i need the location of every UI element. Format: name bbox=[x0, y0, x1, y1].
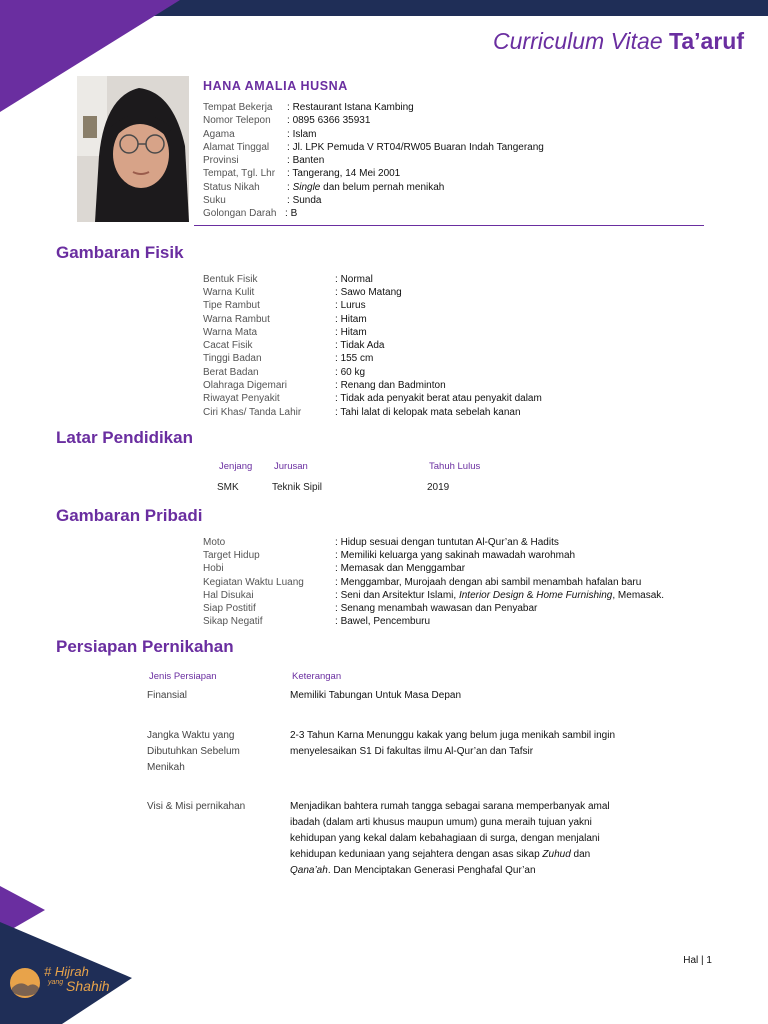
pribadi-label: Hobi bbox=[203, 563, 224, 574]
profile-photo bbox=[77, 76, 189, 222]
profile-label: Tempat Bekerja bbox=[203, 102, 273, 113]
fisik-value: : Hitam bbox=[335, 314, 367, 325]
fisik-label: Warna Mata bbox=[203, 327, 258, 338]
profile-value: : B bbox=[285, 208, 298, 219]
fisik-label: Bentuk Fisik bbox=[203, 274, 258, 285]
prep-label: Jangka Waktu yang Dibutuhkan Sebelum Menikah bbox=[147, 730, 240, 773]
profile-value: : 0895 6366 35931 bbox=[287, 115, 371, 126]
fisik-value: : Hitam bbox=[335, 327, 367, 338]
pribadi-value: : Memiliki keluarga yang sakinah mawadah warohmah bbox=[335, 550, 576, 561]
header-divider bbox=[194, 225, 704, 226]
profile-value: : Restaurant Istana Kambing bbox=[287, 102, 414, 113]
title-italic: Curriculum Vitae bbox=[493, 28, 663, 54]
fisik-label: Riwayat Penyakit bbox=[203, 393, 280, 404]
pribadi-label: Hal Disukai bbox=[203, 590, 254, 601]
sun-rock-logo-icon bbox=[8, 966, 42, 1000]
profile-label: Nomor Telepon bbox=[203, 115, 271, 126]
fisik-label: Cacat Fisik bbox=[203, 340, 253, 351]
pribadi-value: : Menggambar, Murojaah dengan abi sambil menambah hafalan baru bbox=[335, 577, 642, 588]
profile-value: : Sunda bbox=[287, 195, 322, 206]
pribadi-value: : Seni dan Arsitektur Islami, Interior Design & Home Furnishing, Memasak. bbox=[335, 590, 665, 601]
pribadi-value: : Senang menambah wawasan dan Penyabar bbox=[335, 603, 538, 614]
prep-label: Visi & Misi pernikahan bbox=[147, 801, 246, 812]
fisik-label: Warna Rambut bbox=[203, 314, 270, 325]
profile-label: Alamat Tinggal bbox=[203, 142, 270, 153]
profile-label: Provinsi bbox=[203, 155, 239, 166]
table-cell: SMK bbox=[217, 482, 239, 493]
person-name: HANA AMALIA HUSNA bbox=[203, 79, 348, 93]
fisik-value: : Normal bbox=[335, 274, 373, 285]
table-header: Jurusan bbox=[274, 461, 308, 472]
fisik-value: : Lurus bbox=[335, 300, 366, 311]
profile-label: Tempat, Tgl. Lhr bbox=[203, 168, 276, 179]
pribadi-label: Target Hidup bbox=[203, 550, 260, 561]
table-header: Keterangan bbox=[292, 671, 342, 682]
hijrah-logo bbox=[8, 962, 136, 1002]
pribadi-value: : Bawel, Pencemburu bbox=[335, 616, 431, 627]
section-title-pernikahan: Persiapan Pernikahan bbox=[56, 637, 234, 656]
logo-text-yang: yang bbox=[48, 979, 64, 986]
bottom-left-corner-shapes bbox=[0, 880, 140, 1024]
fisik-label: Tinggi Badan bbox=[203, 353, 262, 364]
fisik-label: Ciri Khas/ Tanda Lahir bbox=[203, 407, 302, 418]
table-header: Jenis Persiapan bbox=[149, 671, 217, 682]
page-number: Hal | 1 bbox=[683, 955, 712, 966]
profile-value: : Tangerang, 14 Mei 2001 bbox=[287, 168, 401, 179]
profile-label: Suku bbox=[203, 195, 226, 206]
table-cell: 2019 bbox=[427, 482, 450, 493]
fisik-value: : Tidak Ada bbox=[335, 340, 385, 351]
title-bold: Ta’aruf bbox=[669, 28, 744, 54]
table-cell: Teknik Sipil bbox=[272, 482, 323, 493]
profile-value: : Islam bbox=[287, 129, 317, 140]
fisik-label: Berat Badan bbox=[203, 367, 259, 378]
section-title-fisik: Gambaran Fisik bbox=[56, 243, 184, 262]
profile-value: : Jl. LPK Pemuda V RT04/RW05 Buaran Indah Tangerang bbox=[287, 142, 544, 153]
prep-value: Memiliki Tabungan Untuk Masa Depan bbox=[290, 690, 462, 701]
profile-label: Golongan Darah bbox=[203, 208, 277, 219]
profile-label: Agama bbox=[203, 129, 235, 140]
pribadi-label: Moto bbox=[203, 537, 226, 548]
fisik-value: : 60 kg bbox=[335, 367, 366, 378]
document-title bbox=[493, 28, 744, 55]
table-header: Tahuh Lulus bbox=[429, 461, 481, 472]
pribadi-label: Sikap Negatif bbox=[203, 616, 263, 627]
prep-value: 2-3 Tahun Karna Menunggu kakak yang belum juga menikah sambil ingin menyelesaikan S1 Di fakultas ilmu Al-Qur’an dan Tafsir bbox=[290, 730, 616, 757]
fisik-label: Olahraga Digemari bbox=[203, 380, 287, 391]
fisik-value: : Renang dan Badminton bbox=[335, 380, 446, 391]
logo-text-shahih: Shahih bbox=[66, 978, 110, 994]
fisik-value: : Tidak ada penyakit berat atau penyakit dalam bbox=[335, 393, 542, 404]
section-title-pribadi: Gambaran Pribadi bbox=[56, 506, 203, 525]
fisik-value: : Tahi lalat di kelopak mata sebelah kanan bbox=[335, 407, 521, 418]
prep-label: Finansial bbox=[147, 690, 188, 701]
profile-value: : Banten bbox=[287, 155, 325, 166]
pribadi-value: : Hidup sesuai dengan tuntutan Al-Qur’an & Hadits bbox=[335, 537, 559, 548]
pribadi-value: : Memasak dan Menggambar bbox=[335, 563, 466, 574]
profile-value: : Single dan belum pernah menikah bbox=[287, 182, 445, 193]
fisik-value: : 155 cm bbox=[335, 353, 374, 364]
fisik-value: : Sawo Matang bbox=[335, 287, 402, 298]
prep-value: Menjadikan bahtera rumah tangga sebagai sarana memperbanyak amal ibadah (dalam arti khusus maupun umum) guna meraih tujuan yakni kehidupan yang kekal dalam kebahagiaan di surga, dengan menjalani kehidupan keduniaan yang sejahtera dengan asas sikap Zuhud dan Qana’ah. Dan Menciptakan Generasi Penghafal Qur’an bbox=[290, 801, 610, 876]
fisik-label: Warna Kulit bbox=[203, 287, 255, 298]
table-header: Jenjang bbox=[219, 461, 253, 472]
fisik-label: Tipe Rambut bbox=[203, 300, 260, 311]
pribadi-label: Kegiatan Waktu Luang bbox=[203, 577, 304, 588]
logo-text-hijrah: # Hijrah bbox=[44, 964, 89, 979]
pribadi-label: Siap Postitif bbox=[203, 603, 256, 614]
section-title-pendidikan: Latar Pendidikan bbox=[56, 428, 193, 447]
profile-label: Status Nikah bbox=[203, 182, 260, 193]
